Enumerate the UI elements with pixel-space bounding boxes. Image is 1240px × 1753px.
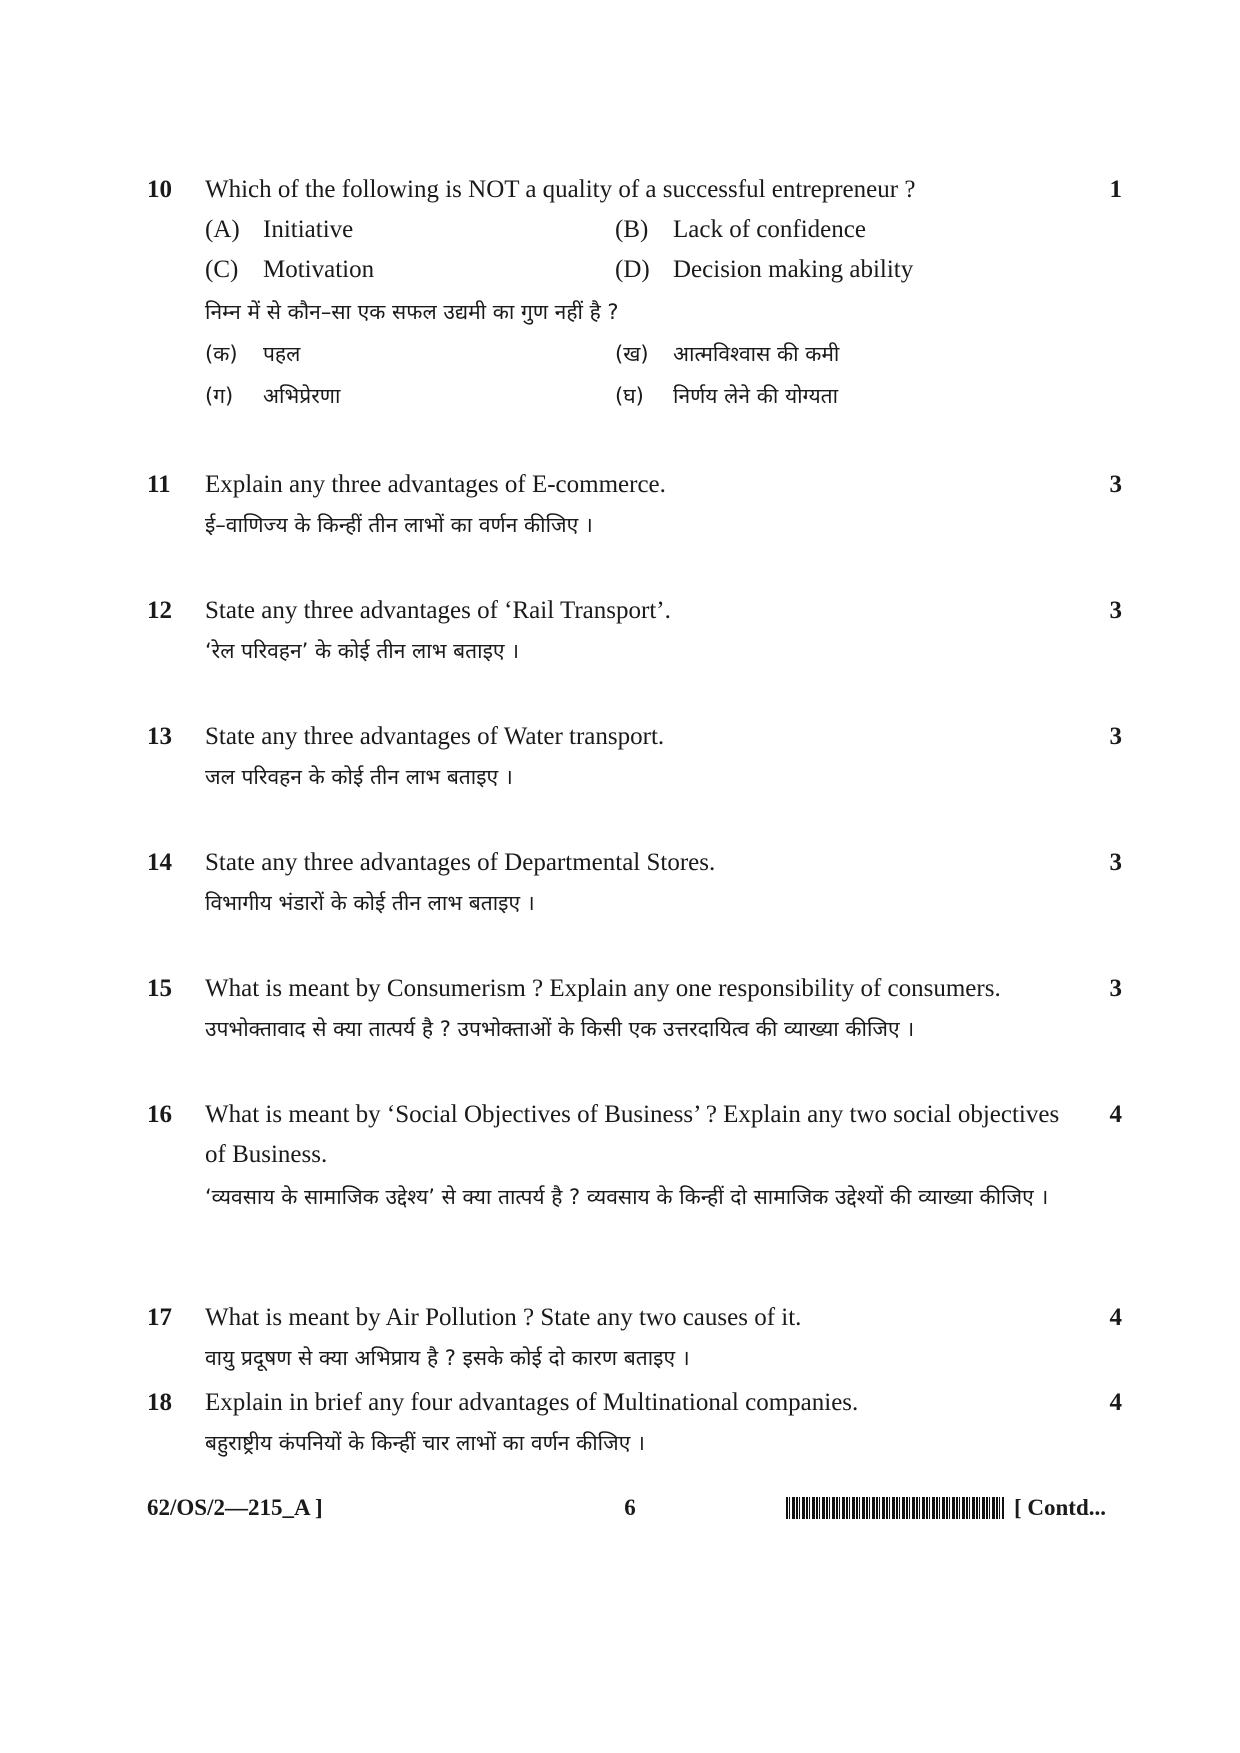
question-text-en: State any three advantages of ‘Rail Transport’. [205, 597, 671, 624]
question-number: 14 [147, 849, 172, 876]
question-number: 16 [147, 1101, 172, 1128]
question-marks: 4 [1109, 1304, 1122, 1331]
question-marks: 3 [1109, 723, 1122, 750]
question-text-en: What is meant by Air Pollution ? State any two causes of it. [205, 1304, 802, 1331]
question-text-hi: विभागीय भंडारों के कोई तीन लाभ बताइए । [205, 891, 535, 915]
question-marks: 1 [1109, 176, 1122, 203]
option-ka: (क) पहल [205, 342, 301, 366]
question-marks: 3 [1109, 597, 1122, 624]
question-number: 17 [147, 1304, 172, 1331]
continued-label: [ Contd... [1014, 1495, 1107, 1520]
question-number: 13 [147, 723, 172, 750]
question-text-hi: ‘व्यवसाय के सामाजिक उद्देश्य’ से क्या तात्पर्य है ? व्यवसाय के किन्हीं दो सामाजिक उद्देश्यों की व्याख्या कीजिए । [205, 1185, 1049, 1209]
question-text-hi: निम्न में से कौन–सा एक सफल उद्यमी का गुण नहीं है ? [205, 300, 619, 324]
question-number: 15 [147, 975, 172, 1002]
question-marks: 3 [1109, 849, 1122, 876]
option-ga: (ग) अभिप्रेरणा [205, 384, 341, 408]
question-marks: 3 [1109, 975, 1122, 1002]
question-number: 11 [147, 471, 171, 498]
barcode-icon [786, 1497, 1004, 1519]
question-number: 12 [147, 597, 172, 624]
option-b: (B) Lack of confidence [615, 216, 866, 243]
question-number: 18 [147, 1389, 172, 1416]
question-text-hi: वायु प्रदूषण से क्या अभिप्राय है ? इसके कोई दो कारण बताइए । [205, 1346, 690, 1370]
paper-code: 62/OS/2—215_A ] [147, 1495, 323, 1520]
option-gha: (घ) निर्णय लेने की योग्यता [615, 384, 839, 408]
question-text-en: State any three advantages of Water transport. [205, 723, 665, 750]
question-text-hi: बहुराष्ट्रीय कंपनियों के किन्हीं चार लाभों का वर्णन कीजिए । [205, 1431, 645, 1455]
question-marks: 4 [1109, 1101, 1122, 1128]
option-kha: (ख) आत्मविश्वास की कमी [615, 342, 840, 366]
question-text-en: State any three advantages of Departmental Stores. [205, 849, 716, 876]
option-c: (C) Motivation [205, 256, 375, 283]
question-text-en: What is meant by Consumerism ? Explain any one responsibility of consumers. [205, 975, 1001, 1002]
option-d: (D) Decision making ability [615, 256, 914, 283]
option-a: (A) Initiative [205, 216, 354, 243]
page-footer [0, 1488, 1240, 1528]
question-number: 10 [147, 176, 172, 203]
question-marks: 3 [1109, 471, 1122, 498]
question-text-hi: ई–वाणिज्य के किन्हीं तीन लाभों का वर्णन कीजिए । [205, 513, 593, 537]
question-text-hi: ‘रेल परिवहन’ के कोई तीन लाभ बताइए । [205, 639, 520, 663]
page-number: 6 [624, 1495, 636, 1520]
question-text-en: Which of the following is NOT a quality of a successful entrepreneur ? [205, 176, 916, 203]
question-text-hi: उपभोक्तावाद से क्या तात्पर्य है ? उपभोक्ताओं के किसी एक उत्तरदायित्व की व्याख्या कीजिए । [205, 1017, 915, 1041]
question-marks: 4 [1109, 1389, 1122, 1416]
question-text-en: Explain in brief any four advantages of Multinational companies. [205, 1389, 859, 1416]
question-text-hi: जल परिवहन के कोई तीन लाभ बताइए । [205, 765, 513, 789]
question-text-en: What is meant by ‘Social Objectives of Business’ ? Explain any two social objectives of Business. [205, 1101, 1060, 1168]
question-text-en: Explain any three advantages of E-commerce. [205, 471, 666, 498]
